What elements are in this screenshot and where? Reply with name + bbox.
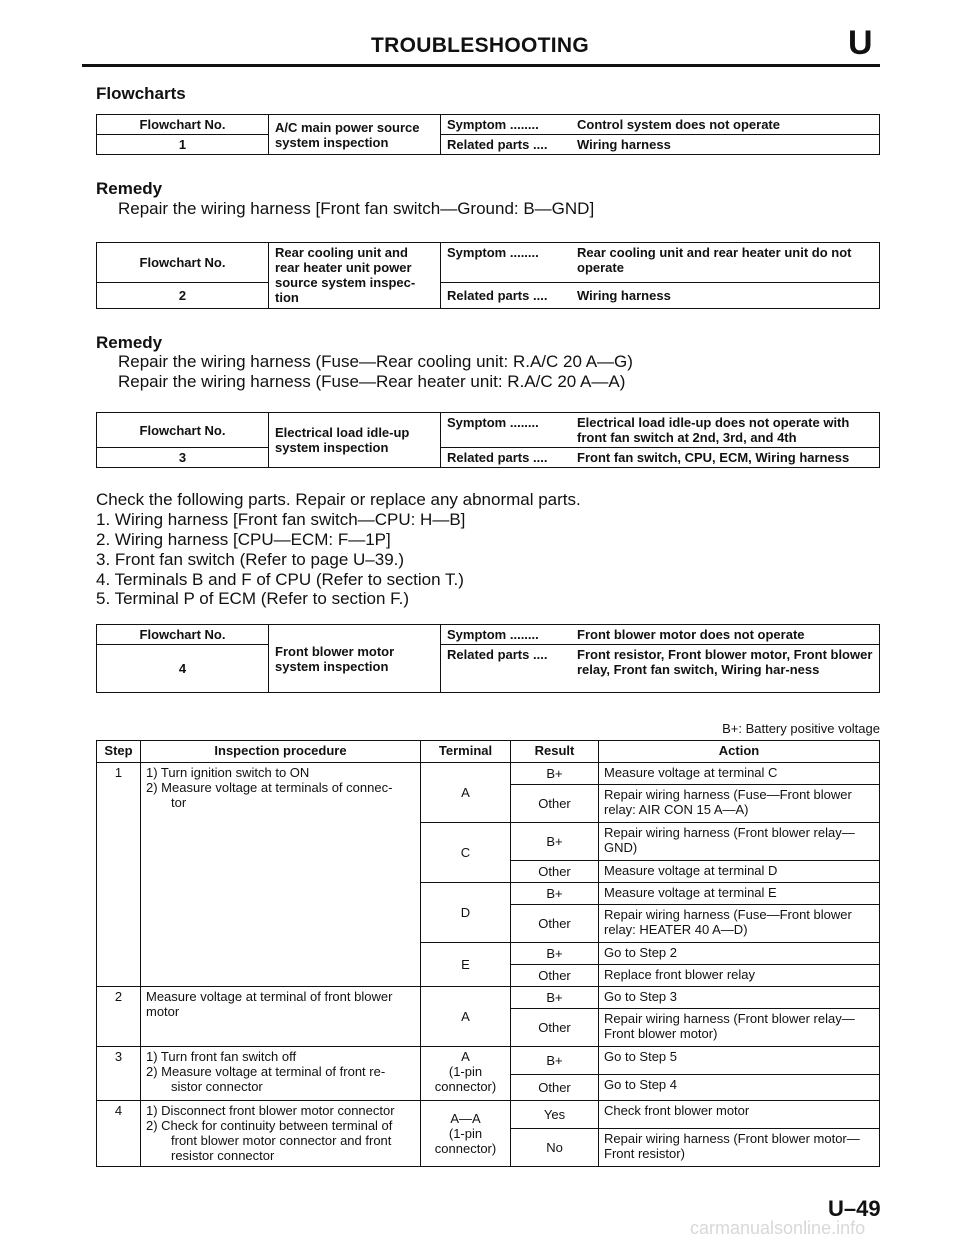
flowchart-2-table [96, 242, 880, 309]
procedure-line: 1) Disconnect front blower motor connector [146, 1103, 395, 1118]
flowchart-number: 3 [97, 448, 269, 468]
terminal-cell: C [421, 823, 511, 883]
result-cell: B+ [511, 763, 599, 785]
symptom-label: Symptom [447, 117, 507, 132]
symptom-cell [441, 243, 880, 283]
procedure-line: 2) Measure voltage at terminal of front re- [146, 1064, 386, 1079]
page-header-title: TROUBLESHOOTING [371, 34, 589, 57]
action-cell: Go to Step 5 [599, 1047, 880, 1075]
check-item-3: 3. Front fan switch (Refer to page U–39.) [96, 550, 405, 569]
flowchart-no-label: Flowchart No. [97, 625, 269, 645]
symptom-value: Electrical load idle-up does not operate with front fan switch at 2nd, 3rd, and 4th [577, 415, 850, 445]
procedure-line: 1) Turn front fan switch off [146, 1049, 297, 1064]
result-cell: B+ [511, 987, 599, 1009]
remedy-1-title: Remedy [96, 179, 163, 198]
check-intro: Check the following parts. Repair or replace any abnormal parts. [96, 490, 581, 509]
remedy-2-line-2: Repair the wiring harness (Fuse—Rear heater unit: R.A/C 20 A—A) [118, 372, 626, 391]
related-cell [441, 135, 880, 155]
flowchart-name: Electrical load idle-up system inspection [269, 413, 441, 468]
col-result: Result [511, 741, 599, 763]
col-action: Action [599, 741, 880, 763]
result-cell: B+ [511, 883, 599, 905]
flowchart-1-table [96, 114, 880, 155]
terminal-cell: E [421, 943, 511, 987]
step-number: 3 [97, 1047, 141, 1101]
result-cell: Other [511, 785, 599, 823]
symptom-dots: ........ [509, 627, 539, 642]
check-item-1: 1. Wiring harness [Front fan switch—CPU: H—B] [96, 510, 466, 529]
action-cell: Go to Step 3 [599, 987, 880, 1009]
symptom-cell [441, 115, 880, 135]
symptom-label: Symptom [447, 627, 507, 642]
symptom-label: Symptom [447, 245, 507, 260]
symptom-label: Symptom [447, 415, 507, 430]
related-value: Wiring harness [577, 137, 671, 152]
procedure-line: tor [171, 795, 187, 810]
related-label: Related parts [447, 647, 530, 662]
col-terminal: Terminal [421, 741, 511, 763]
action-cell: Measure voltage at terminal E [599, 883, 880, 905]
related-cell [441, 645, 880, 693]
result-cell: B+ [511, 823, 599, 861]
result-cell: Other [511, 861, 599, 883]
terminal-cell [421, 1047, 511, 1101]
action-cell: Measure voltage at terminal D [599, 861, 880, 883]
symptom-cell [441, 413, 880, 448]
watermark-text: carmanualsonline.info [690, 1218, 866, 1238]
procedure-cell [141, 987, 421, 1047]
step-number: 2 [97, 987, 141, 1047]
procedure-line: motor [146, 1004, 180, 1019]
result-cell: No [511, 1129, 599, 1167]
related-dots: .... [533, 450, 548, 465]
step-number: 1 [97, 763, 141, 987]
section-title: Flowcharts [96, 84, 186, 103]
table-row [97, 1047, 880, 1075]
col-step: Step [97, 741, 141, 763]
symptom-dots: ........ [509, 415, 539, 430]
flowchart-no-label: Flowchart No. [97, 115, 269, 135]
terminal-cell: A [421, 987, 511, 1047]
action-cell: Repair wiring harness (Front blower relay—Front blower motor) [599, 1009, 880, 1047]
action-cell: Repair wiring harness (Fuse—Front blower relay: HEATER 40 A—D) [599, 905, 880, 943]
check-item-2: 2. Wiring harness [CPU—ECM: F—1P] [96, 530, 391, 549]
header-rule [82, 64, 880, 67]
procedure-line: 2) Check for continuity between terminal of [146, 1118, 393, 1133]
table-row [97, 1101, 880, 1129]
flowchart-name: A/C main power source system inspection [269, 115, 441, 155]
flowchart-no-label: Flowchart No. [97, 243, 269, 283]
procedure-cell [141, 763, 421, 987]
symptom-dots: ........ [509, 245, 539, 260]
procedure-line: 1) Turn ignition switch to ON [146, 765, 310, 780]
result-cell: Other [511, 1075, 599, 1101]
related-cell [441, 283, 880, 309]
result-cell: Other [511, 1009, 599, 1047]
flowchart-3-table [96, 412, 880, 468]
terminal-line: connector) [434, 1079, 497, 1094]
action-cell: Measure voltage at terminal C [599, 763, 880, 785]
terminal-line: (1-pin [448, 1126, 483, 1141]
flowchart-name: Rear cooling unit and rear heater unit power source system inspec-tion [269, 243, 441, 309]
flowchart-4-table [96, 624, 880, 693]
remedy-2-line-1: Repair the wiring harness (Fuse—Rear cooling unit: R.A/C 20 A—G) [118, 352, 633, 371]
action-cell: Repair wiring harness (Front blower motor—Front resistor) [599, 1129, 880, 1167]
symptom-dots: ........ [509, 117, 539, 132]
action-cell: Go to Step 4 [599, 1075, 880, 1101]
check-item-4: 4. Terminals B and F of CPU (Refer to section T.) [96, 570, 464, 589]
check-item-5: 5. Terminal P of ECM (Refer to section F.) [96, 589, 410, 608]
result-cell: Yes [511, 1101, 599, 1129]
battery-note: B+: Battery positive voltage [722, 721, 880, 736]
related-label: Related parts [447, 288, 530, 303]
result-cell: B+ [511, 943, 599, 965]
symptom-value: Rear cooling unit and rear heater unit do not operate [577, 245, 852, 275]
result-cell: Other [511, 905, 599, 943]
related-dots: .... [533, 288, 548, 303]
procedure-line: Measure voltage at terminal of front blower [146, 989, 393, 1004]
symptom-cell [441, 625, 880, 645]
result-cell: Other [511, 965, 599, 987]
col-procedure: Inspection procedure [141, 741, 421, 763]
related-value: Wiring harness [577, 288, 671, 303]
terminal-line: connector) [434, 1141, 497, 1156]
procedure-line: front blower motor connector and front [171, 1133, 392, 1148]
terminal-cell: D [421, 883, 511, 943]
step-number: 4 [97, 1101, 141, 1167]
action-cell: Go to Step 2 [599, 943, 880, 965]
result-cell: B+ [511, 1047, 599, 1075]
related-dots: .... [533, 137, 548, 152]
flowchart-name: Front blower motor system inspection [269, 625, 441, 693]
remedy-1-line: Repair the wiring harness [Front fan switch—Ground: B—GND] [118, 199, 595, 218]
section-letter: U [848, 24, 873, 62]
action-cell: Replace front blower relay [599, 965, 880, 987]
terminal-line: A—A [450, 1111, 481, 1126]
table-row [97, 987, 880, 1009]
flowchart-number: 1 [97, 135, 269, 155]
terminal-cell: A [421, 763, 511, 823]
symptom-value: Front blower motor does not operate [577, 627, 805, 642]
action-cell: Repair wiring harness (Fuse—Front blower relay: AIR CON 15 A—A) [599, 785, 880, 823]
procedure-cell [141, 1047, 421, 1101]
inspection-table [96, 740, 880, 1167]
symptom-value: Control system does not operate [577, 117, 780, 132]
flowchart-number: 2 [97, 283, 269, 309]
table-row [97, 763, 880, 785]
terminal-cell [421, 1101, 511, 1167]
related-value: Front fan switch, CPU, ECM, Wiring harness [577, 450, 850, 465]
action-cell: Check front blower motor [599, 1101, 880, 1129]
procedure-line: 2) Measure voltage at terminals of connec- [146, 780, 393, 795]
related-value: Front resistor, Front blower motor, Front blower relay, Front fan switch, Wiring har-ness [577, 647, 873, 677]
flowchart-number: 4 [97, 645, 269, 693]
procedure-line: sistor connector [171, 1079, 263, 1094]
terminal-line: (1-pin [448, 1064, 483, 1079]
remedy-2-title: Remedy [96, 333, 163, 352]
terminal-line: A [461, 1049, 470, 1064]
action-cell: Repair wiring harness (Front blower relay—GND) [599, 823, 880, 861]
related-label: Related parts [447, 450, 530, 465]
procedure-cell [141, 1101, 421, 1167]
related-dots: .... [533, 647, 548, 662]
flowchart-no-label: Flowchart No. [97, 413, 269, 448]
procedure-line: resistor connector [171, 1148, 275, 1163]
related-cell [441, 448, 880, 468]
related-label: Related parts [447, 137, 530, 152]
page-number: U–49 [828, 1196, 881, 1221]
